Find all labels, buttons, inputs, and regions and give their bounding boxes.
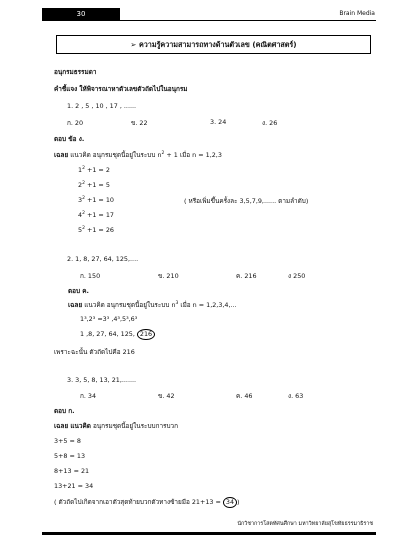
instruction: คำชี้แจง ให้พิจารณาหาตัวเลขตัวถัดไปในอนุกรม: [54, 85, 188, 93]
q2-solution-label: เฉลย: [68, 301, 83, 309]
q1-step-4: $4^2 +1 = 17$: [78, 211, 114, 219]
q1-solution-sup: 2: [161, 151, 165, 156]
q2-sequence: 1 ,8, 27, 64, 125, 216: [80, 329, 155, 340]
q2-question: 2. 1, 8, 27, 64, 125,....: [67, 255, 139, 263]
q2-solution-text: แนวคิด อนุกรมชุดนี้อยู่ในระบบ n: [84, 301, 176, 309]
q1-answer: ตอบ ข้อ ง.: [54, 135, 85, 143]
q1-step-1: $1^2 +1 = 2$: [78, 166, 110, 174]
q3-solution-text: อนุกรมชุดนี้อยู่ในระบบการบวก: [90, 422, 179, 430]
q2-option-a: ก. 150: [80, 272, 101, 280]
section-heading: อนุกรมธรรมดา: [54, 68, 97, 76]
footer-rule: [42, 532, 376, 535]
q3-note: ( ตัวถัดไปเกิดจากเอาตัวสุดท้ายบวกตัวทางซ้ายมือ 21+13 = 34 ): [54, 498, 240, 506]
q3-circled-answer: 34: [223, 497, 237, 508]
q1-option-c: 3. 24: [210, 118, 227, 126]
q1-note: ( หรือเพิ่มขึ้นครั้งละ 3,5,7,9,...... ตามลำดับ): [184, 197, 309, 205]
q3-option-c: ค. 46: [236, 392, 253, 400]
q2-powers: 1³,2³ =3³ ,4³,5³,6³: [80, 315, 138, 323]
header-rule: [120, 20, 376, 21]
q2-option-c: ค. 216: [236, 272, 257, 280]
q3-solution-label: เฉลย แนวคิด: [54, 422, 91, 430]
q3-answer: ตอบ ก.: [54, 407, 75, 415]
q1-option-b: ข. 22: [131, 119, 148, 127]
q3-step-3: 8+13 = 21: [54, 467, 90, 475]
q3-step-1: 3+5 = 8: [54, 437, 81, 445]
section-title-box: ➢ ความรู้ความสามารถทางด้านตัวเลข (คณิตศาสตร์): [56, 35, 371, 54]
q1-option-a: ก. 20: [67, 119, 84, 127]
q1-question: 1. 2 , 5 , 10 , 17 , ......: [67, 102, 137, 110]
q2-option-d: ง 250: [288, 272, 306, 280]
q2-solution-tail: เมื่อ n = 1,2,3,4,...: [178, 301, 237, 309]
q1-solution: [54, 150, 222, 160]
q1-solution-text: แนวคิด อนุกรมชุดนี้อยู่ในระบบ n: [70, 151, 162, 159]
q3-solution: [54, 421, 178, 431]
page-number: 30: [76, 10, 86, 18]
q2-conclusion: เพราะฉะนั้น ตัวถัดไปคือ 216: [54, 348, 135, 356]
header-brand: Brain Media: [339, 10, 375, 17]
q1-step-3: $3^2 +1 = 10$: [78, 196, 114, 204]
q1-solution-label: เฉลย: [54, 151, 69, 159]
q3-option-d: ง. 63: [288, 392, 304, 400]
q1-step-5: $5^2 +1 = 26$: [78, 226, 114, 234]
q3-option-a: ก. 34: [80, 392, 97, 400]
q3-step-2: 5+8 = 13: [54, 452, 86, 460]
q3-option-b: ข. 42: [158, 392, 175, 400]
q2-solution-sup: 3: [175, 301, 179, 306]
q1-solution-tail: + 1 เมื่อ n = 1,2,3: [164, 151, 222, 159]
q2-answer: ตอบ ค.: [68, 287, 89, 295]
q2-option-b: ข. 210: [158, 272, 179, 280]
q2-solution: [68, 300, 237, 310]
q2-circled-answer: 216: [137, 329, 155, 340]
q3-step-4: 13+21 = 34: [54, 482, 94, 490]
q3-question: 3. 3, 5, 8, 13, 21,.......: [67, 376, 137, 384]
q1-option-d: ง. 26: [262, 119, 278, 127]
q1-step-2: $2^2 +1 = 5$: [78, 181, 110, 189]
footer-text: นักวิชาการโสตทัศนศึกษา มหาวิทยาลัยสุโขทัยธรรมาธิราช: [237, 521, 373, 527]
